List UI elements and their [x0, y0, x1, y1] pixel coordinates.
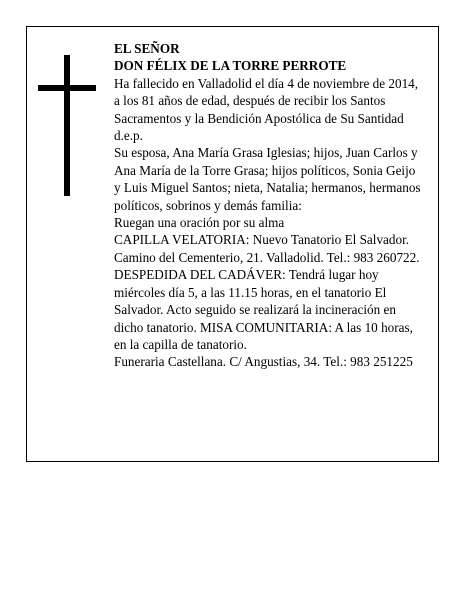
deceased-name: DON FÉLIX DE LA TORRE PERROTE	[114, 58, 347, 74]
cross-vertical-bar	[64, 55, 70, 196]
title-line-1: EL SEÑOR	[114, 41, 180, 56]
death-announcement: Ha fallecido en Valladolid el día 4 de noviembre de 2014, a los 81 años de edad, después de recibir los Santos Sacramentos y la Bendición Apostólica de Su Santidad	[114, 75, 419, 126]
farewell-info: DESPEDIDA DEL CADÁVER: Tendrá lugar hoy miércoles día 5, a las 11.15 horas, en el tanatorio El Salvador. Acto seguido se realizará la incineración en dicho tanatorio. MISA COMUNITARIA: A las 10 horas, en la capilla de tanatorio.	[114, 267, 413, 352]
dep-abbreviation: d.e.p.	[114, 128, 143, 144]
prayer-request: Ruegan una oración por su alma	[114, 215, 285, 231]
chapel-info: CAPILLA VELATORIA: Nuevo Tanatorio El Salvador. Camino del Cementerio, 21. Valladolid. Tel.: 983 260722.	[114, 232, 420, 265]
obituary-notice	[26, 26, 439, 462]
funeral-home-info: Funeraria Castellana. C/ Angustias, 34. Tel.: 983 251225	[114, 354, 413, 370]
cross-horizontal-bar	[38, 85, 96, 91]
notice-text	[114, 40, 424, 371]
family-list: Su esposa, Ana María Grasa Iglesias; hijos, Juan Carlos y Ana María de la Torre Grasa; hijos políticos, Sonia Geijo y Luis Miguel Santos; nieta, Natalia; hermanos, hermanos políticos, sobrinos y demás familia:	[114, 145, 421, 213]
